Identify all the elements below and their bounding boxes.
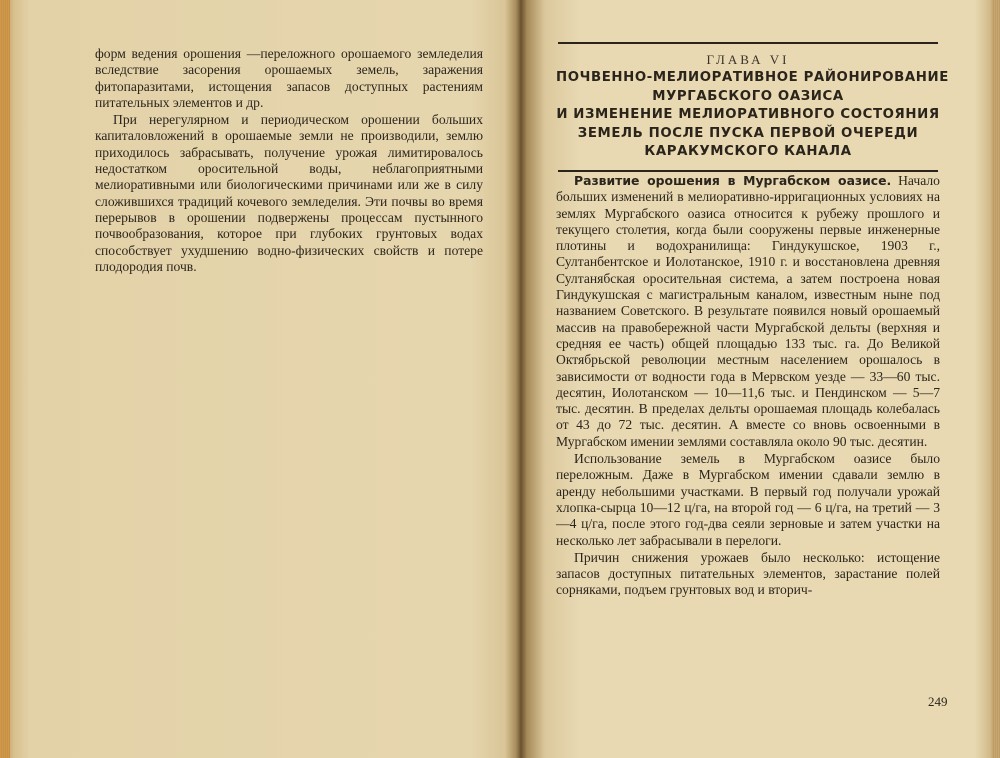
chapter-bottom-rule (558, 170, 938, 172)
chapter-title-line: КАРАКУМСКОГО КАНАЛА (644, 144, 852, 160)
chapter-top-rule (558, 42, 938, 44)
left-page-edge (0, 0, 10, 758)
right-page (556, 42, 949, 599)
left-paragraph-2: При нерегулярном и периодическом орошении больших капиталовложений в орошаемые земли не производили, землю приходилось забрасывать, получение урожая лимитировалось недостатком оросительной воды, неблагоприятными мелиоративными или биологическими причинами или же в силу сложившихся традиций кочевого земледелия. Эти почвы во время перерывов в орошении подвержены процессам пустынного почвообразования, которое при глубоких грунтовых водах способствует ухудшению водно-физических свойств и потере плодородия почв. (95, 112, 483, 274)
right-paragraph-3: Причин снижения урожаев было несколько: истощение запасов доступных питательных элементов, зарастание полей сорняками, подъем грунтовых вод и вторич- (556, 549, 940, 598)
chapter-title-line: МУРГАБСКОГО ОАЗИСА (652, 88, 844, 104)
chapter-title (556, 69, 949, 162)
right-paragraph-1 (556, 173, 940, 450)
chapter-title-line: ПОЧВЕННО-МЕЛИОРАТИВНОЕ РАЙОНИРОВАНИЕ (556, 70, 949, 85)
chapter-title-line: И ИЗМЕНЕНИЕ МЕЛИОРАТИВНОГО СОСТОЯНИЯ (556, 107, 940, 123)
page-number: 249 (928, 694, 948, 709)
right-page-edge (992, 0, 1000, 758)
section-heading: Развитие орошения в Мургабском оазисе. (574, 172, 892, 188)
chapter-label: ГЛАВА VI (706, 52, 790, 67)
chapter-title-line: ЗЕМЕЛЬ ПОСЛЕ ПУСКА ПЕРВОЙ ОЧЕРЕДИ (577, 125, 919, 141)
left-paragraph-1: форм ведения орошения —переложного орошаемого земледелия вследствие засорения орошаемых земель, заражения фитопаразитами, истощения запасов доступных растениям питательных элементов и др. (95, 46, 483, 110)
left-page (95, 46, 483, 275)
right-paragraph-2: Использование земель в Мургабском оазисе было переложным. Даже в Мургабском имении сдавали землю в аренду небольшими участками. В первый год получали урожай хлопка-сырца 10—12 ц/га, на второй год — 6 ц/га, на третий — 3—4 ц/га, после этого год-два сеяли зерновые и затем участки на несколько лет забрасывали в перелоги. (556, 451, 940, 548)
paragraph-text: Начало больших изменений в мелиоративно-ирригационных условиях на землях Мургабского оазиса относится к рубежу прошлого и текущего столетия, когда были сооружены первые инженерные плотины и водохранилища: Гиндукушское, 1903 г., Султанбентское и Иолотанское, 1910 г. и восстановлена древняя Султанябская оросительная система, а затем построена новая Гиндукушская с магистральным каналом, известным ныне под названием Советского. В результате появился новый орошаемый массив на правобережной части Мургабской дельты (верхняя и средняя ее часть) общей площадью 133 тыс. га. До Великой Октябрьской революции местным населением орошалось в зависимости от водности года в Мервском уезде — 33—60 тыс. десятин, Иолотанском — 10—11,6 тыс. и Пендинском — 5—7 тыс. десятин. В пределах дельты орошаемая площадь колебалась от 43 до 72 тыс. десятин. А вместе со вновь освоенными в Мургабском имении землями составляла около 90 тыс. десятин. (556, 172, 940, 449)
